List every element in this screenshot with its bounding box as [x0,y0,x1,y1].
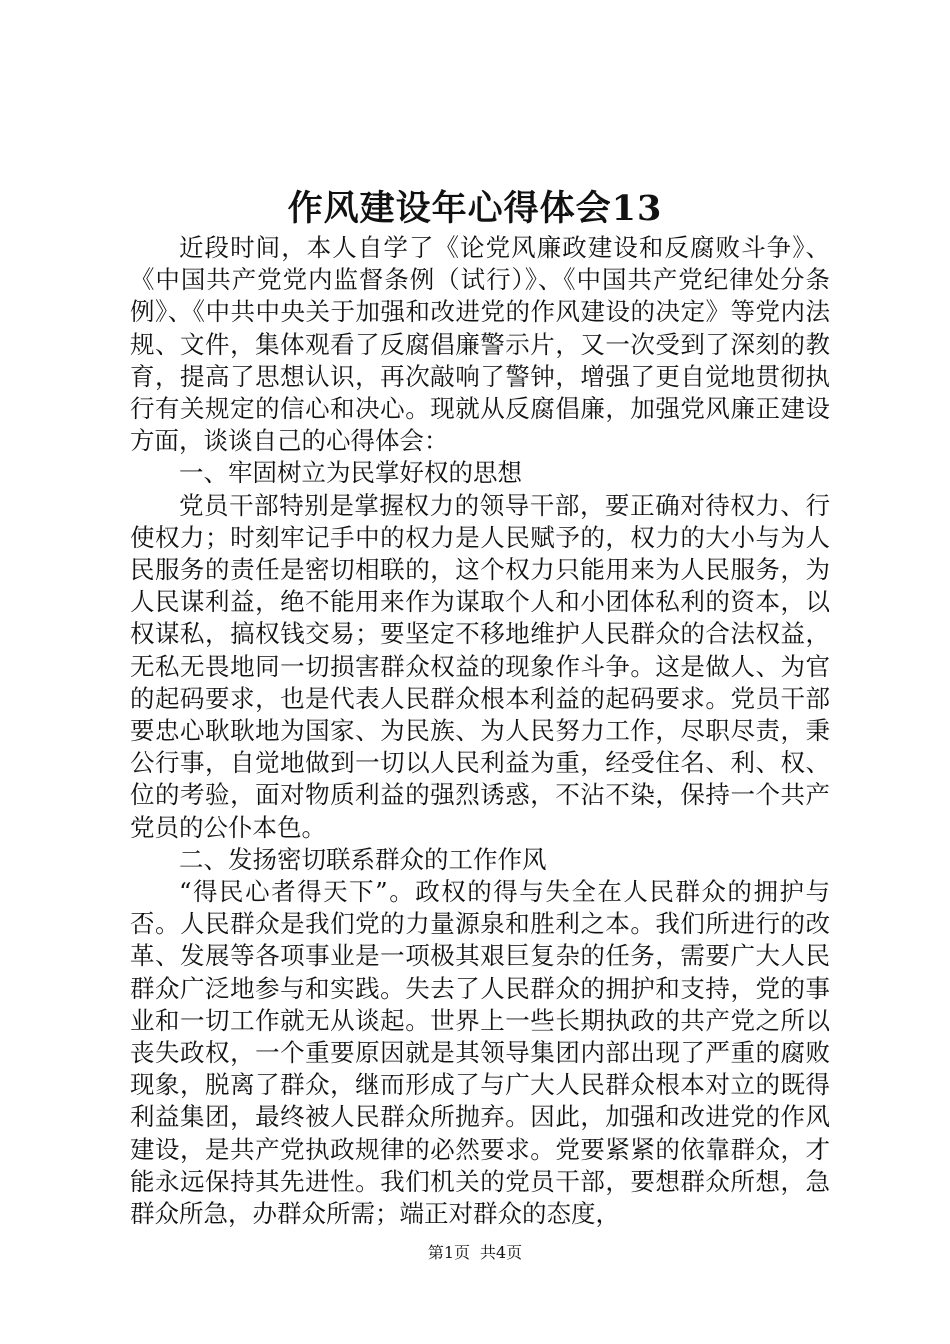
document-title: 作风建设年心得体会13 [287,188,663,229]
section-heading-1: 一、牢固树立为民掌好权的思想 [179,458,522,488]
page-total: 共4页 [480,1243,523,1262]
paragraph-section-1: 党员干部特别是掌握权力的领导干部，要正确对待权力、行使权力；时刻牢记手中的权力是人民赋予的，权力的大小与为人民服务的责任是密切相联的，这个权力只能用来为人民服务，为人民谋利益，绝不能用来作为谋取个人和小团体私利的资本，以权谋私，搞权钱交易；要坚定不移地维护人民群众的合法权益，无私无畏地同一切损害群众权益的现象作斗争。这是做人、为官的起码要求，也是代表人民群众根本利益的起码要求。党员干部要忠心耿耿地为国家、为民族、为人民努力工作，尽职尽责，秉公行事，自觉地做到一切以人民利益为重，经受住名、利、权、位的考验，面对物质利益的强烈诱惑，不沾不染，保持一个共产党员的公仆本色。 [130,490,830,842]
section-heading-2: 二、发扬密切联系群众的工作作风 [179,844,547,874]
paragraph-intro: 近段时间，本人自学了《论党风廉政建设和反腐败斗争》、《中国共产党党内监督条例（试行）》、《中国共产党纪律处分条例》、《中共中央关于加强和改进党的作风建设的决定》等党内法规、文件，集体观看了反腐倡廉警示片，又一次受到了深刻的教育，提高了思想认识，再次敲响了警钟，增强了更自觉地贯彻执行有关规定的信心和决心。现就从反腐倡廉，加强党风廉正建设方面，谈谈自己的心得体会： [130,233,830,456]
paragraph-section-2: “得民心者得天下”。政权的得与失全在人民群众的拥护与否。人民群众是我们党的力量源泉和胜利之本。我们所进行的改革、发展等各项事业是一项极其艰巨复杂的任务，需要广大人民群众广泛地参与和实践。失去了人民群众的拥护和支持，党的事业和一切工作就无从谈起。世界上一些长期执政的共产党之所以丧失政权，一个重要原因就是其领导集团内部出现了严重的腐败现象，脱离了群众，继而形成了与广大人民群众根本对立的既得利益集团，最终被人民群众所抛弃。因此，加强和改进党的作风建设，是共产党执政规律的必然要求。党要紧紧的依靠群众，才能永远保持其先进性。我们机关的党员干部，要想群众所想，急群众所急，办群众所需；端正对群众的态度， [130,877,830,1229]
page-footer [0,1242,950,1264]
document-body [130,232,830,1230]
page-number: 第1页 [427,1243,470,1262]
